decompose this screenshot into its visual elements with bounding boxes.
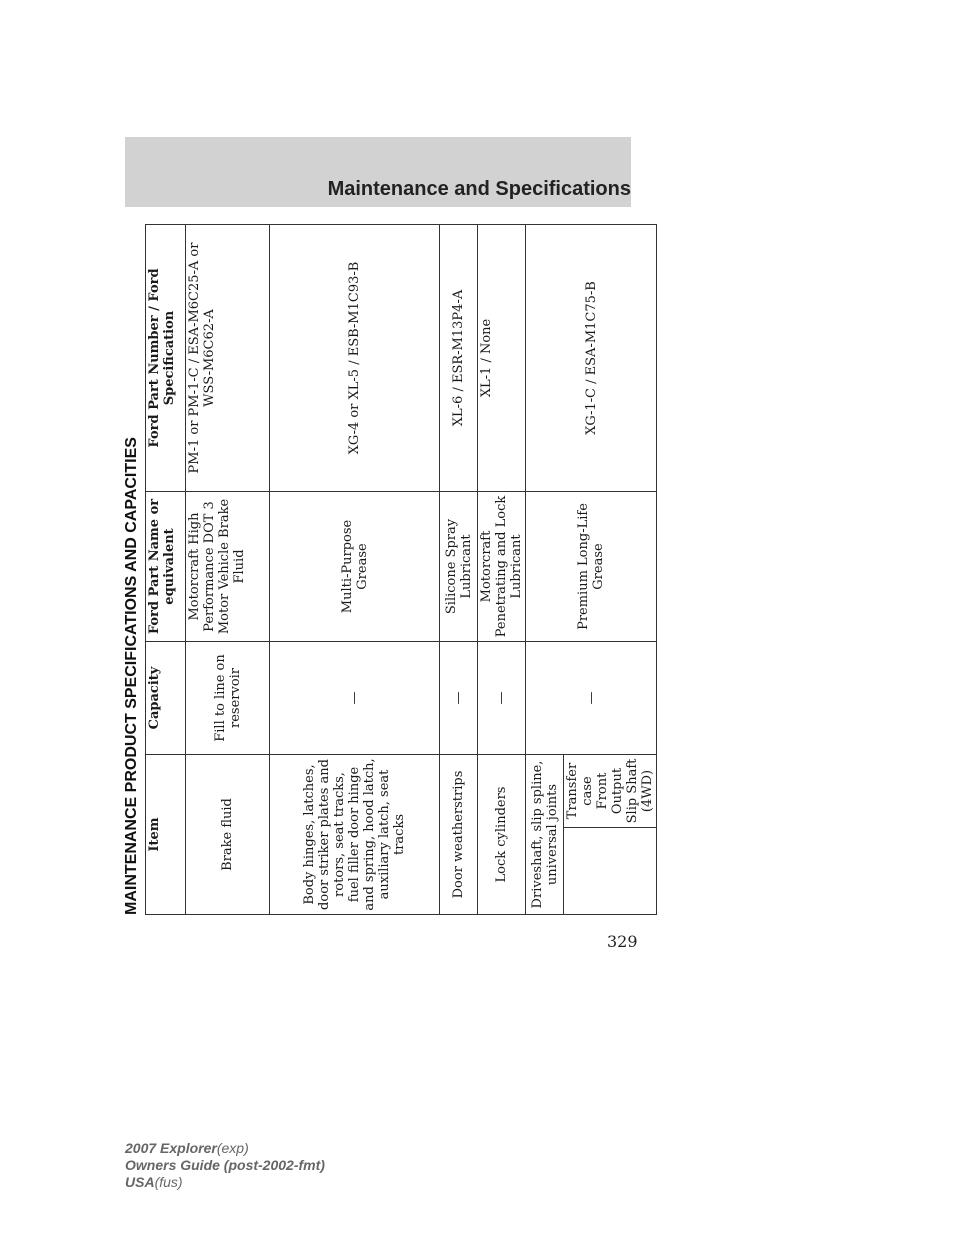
footer-model-code: (exp): [216, 1140, 249, 1156]
cell-item: Lock cylinders: [478, 755, 526, 915]
spec-table: [145, 224, 657, 915]
col-header-capacity: Capacity: [146, 642, 186, 755]
cell-part-name: Premium Long-Life Grease: [526, 492, 657, 642]
cell-item-spacer: [564, 828, 657, 915]
footer-model: 2007 Explorer: [125, 1140, 217, 1156]
section-title: Maintenance and Specifications: [327, 178, 631, 200]
footer-line-3: [125, 1174, 325, 1191]
cell-item: Door weatherstrips: [440, 755, 478, 915]
cell-part-number: XL-1 / None: [478, 225, 526, 492]
cell-capacity: Fill to line on reservoir: [186, 642, 270, 755]
col-header-part-number: Ford Part Number / Ford Specification: [146, 225, 186, 492]
table-region: [123, 225, 655, 915]
table-row: [270, 225, 440, 915]
cell-capacity: —: [478, 642, 526, 755]
footer: [125, 1140, 325, 1191]
rotated-table: [123, 225, 655, 915]
cell-item: Driveshaft, slip spline, universal joints: [526, 755, 564, 915]
cell-item: Body hinges, latches, door striker plates and rotors, seat tracks, fuel filler door hinge and spring, hood latch, auxiliary latch, seat tracks: [270, 755, 440, 915]
cell-part-number: XL-6 / ESR-M13P4-A: [440, 225, 478, 492]
cell-part-number: XG-4 or XL-5 / ESB-M1C93-B: [270, 225, 440, 492]
table-row: [526, 225, 564, 915]
table-header-row: [146, 225, 186, 915]
table-row: [186, 225, 270, 915]
col-header-part-name: Ford Part Name or equivalent: [146, 492, 186, 642]
cell-part-name: Multi-Purpose Grease: [270, 492, 440, 642]
page-number: 329: [607, 932, 638, 951]
footer-market-code: (fus): [154, 1174, 183, 1190]
cell-part-name: Motorcraft High Performance DOT 3 Motor Vehicle Brake Fluid: [186, 492, 270, 642]
cell-capacity: —: [440, 642, 478, 755]
footer-line-1: [125, 1140, 325, 1157]
footer-line-2: [125, 1157, 325, 1174]
cell-part-name: Motorcraft Penetrating and Lock Lubricant: [478, 492, 526, 642]
cell-part-number: XG-1-C / ESA-M1C75-B: [526, 225, 657, 492]
cell-capacity: —: [526, 642, 657, 755]
cell-capacity: —: [270, 642, 440, 755]
table-row: [440, 225, 478, 915]
cell-part-name: Silicone Spray Lubricant: [440, 492, 478, 642]
cell-item: Transfer case Front Output Slip Shaft (4WD): [564, 755, 657, 828]
col-header-item: Item: [146, 755, 186, 915]
cell-part-number: PM-1 or PM-1-C / ESA-M6C25-A or WSS-M6C62-A: [186, 225, 270, 492]
table-title: MAINTENANCE PRODUCT SPECIFICATIONS AND CAPACITIES: [123, 437, 140, 915]
table-row: [478, 225, 526, 915]
footer-guide: Owners Guide (post-2002-fmt): [125, 1157, 325, 1173]
footer-market: USA: [125, 1174, 155, 1190]
cell-item: Brake fluid: [186, 755, 270, 915]
